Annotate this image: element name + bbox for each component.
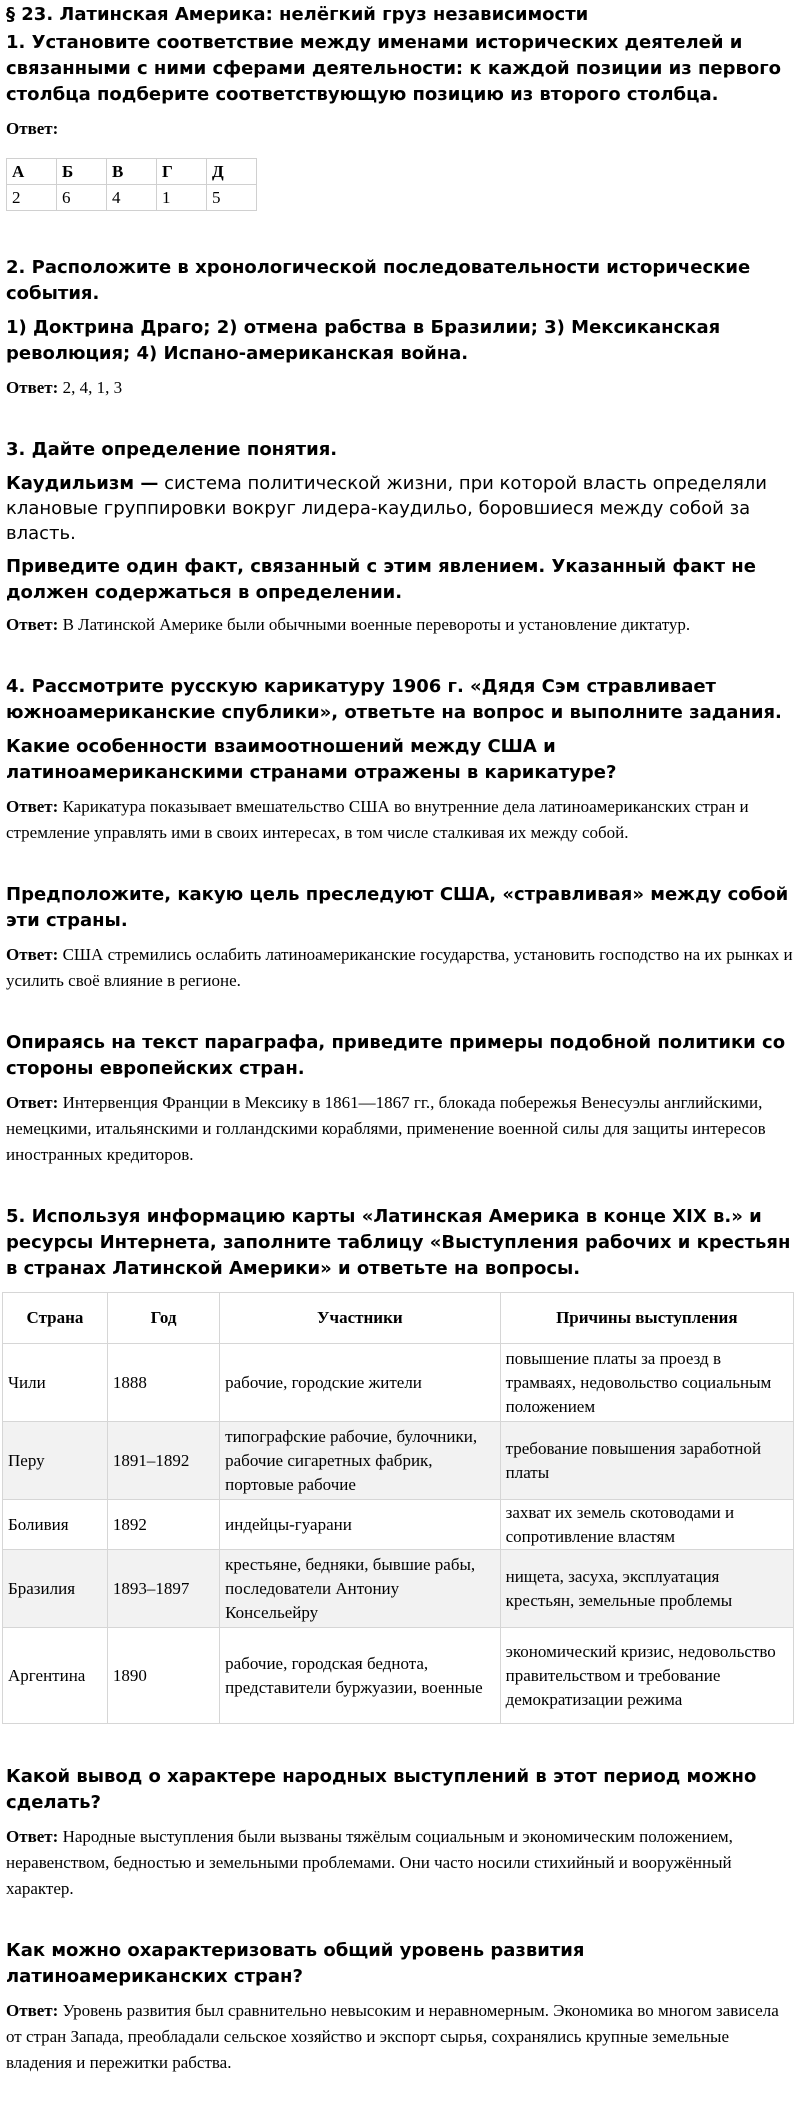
answer-label: Ответ: (6, 1827, 59, 1846)
table-row (3, 1500, 794, 1550)
answer-text: 2, 4, 1, 3 (62, 378, 123, 397)
year-cell: 1893–1897 (107, 1550, 219, 1628)
question-4-sub-1: Какие особенности взаимоотношений между США и латиноамериканскими странами отражены в карикатуре? (6, 736, 617, 783)
question-4-answer-3 (6, 1090, 796, 1168)
answer-table-header-cell: Д (207, 159, 257, 185)
answer-text: В Латинской Америке были обычными военные перевороты и установление диктатур. (62, 615, 691, 634)
column-header-country: Страна (3, 1293, 108, 1344)
answer-label: Ответ: (6, 615, 59, 634)
question-2-events: 1) Доктрина Драго; 2) отмена рабства в Бразилии; 3) Мексиканская революция; 4) Испано-американская война. (6, 317, 721, 364)
question-1-text: 1. Установите соответствие между именами исторических деятелей и связанными с ними сферами деятельности: к каждой позиции из первого столбца подберите соответствующую позицию из второго столбца. (6, 32, 782, 105)
reasons-cell: повышение платы за проезд в трамваях, недовольство социальным положением (500, 1344, 793, 1422)
reasons-cell: требование повышения заработной платы (500, 1422, 793, 1500)
definition-text: система политической жизни, при которой власть определяли клановые группировки вокруг лидера-каудильо, боровшиеся между собой за власть. (6, 473, 767, 544)
participants-cell: индейцы-гуарани (220, 1500, 500, 1550)
question-5-sub-1: Какой вывод о характере народных выступлений в этот период можно сделать? (6, 1766, 757, 1813)
answer-table-value-row (7, 185, 257, 211)
answer-label: Ответ: (6, 945, 59, 964)
answer-table-header-cell: Г (157, 159, 207, 185)
answer-table-header-cell: В (107, 159, 157, 185)
column-header-year: Год (107, 1293, 219, 1344)
table-row (3, 1628, 794, 1724)
participants-cell: крестьяне, бедняки, бывшие рабы, последователи Антониу Консельейру (220, 1550, 500, 1628)
participants-cell: типографские рабочие, булочники, рабочие сигаретных фабрик, портовые рабочие (220, 1422, 500, 1500)
question-2-text: 2. Расположите в хронологической последовательности исторические события. (6, 257, 751, 304)
answer-table-header-cell: А (7, 159, 57, 185)
country-cell: Аргентина (3, 1628, 108, 1724)
answer-text: Интервенция Франции в Мексику в 1861—1867 гг., блокада побережья Венесуэлы английскими, немецкими, итальянскими и голландскими кораблями, применение военной силы для защиты интересов иностранных кредиторов. (6, 1093, 766, 1164)
table-row (3, 1422, 794, 1500)
document (0, 2, 800, 2076)
question-5-text: 5. Используя информацию карты «Латинская Америка в конце XIX в.» и ресурсы Интернета, заполните таблицу «Выступления рабочих и крестьян в странах Латинской Америки» и ответьте на вопросы. (6, 1206, 791, 1279)
answer-label: Ответ: (6, 1093, 59, 1112)
question-3-answer (6, 612, 796, 638)
country-cell: Чили (3, 1344, 108, 1422)
year-cell: 1888 (107, 1344, 219, 1422)
question-3-task: Приведите один факт, связанный с этим явлением. Указанный факт не должен содержаться в определении. (6, 556, 756, 603)
answer-text: Карикатура показывает вмешательство США во внутренние дела латиноамериканских стран и стремление управлять ими в своих интересах, в том числе сталкивая их между собой. (6, 797, 749, 842)
question-4-text: 4. Рассмотрите русскую карикатуру 1906 г. «Дядя Сэм стравливает южноамериканские спублики», ответьте на вопрос и выполните задания. (6, 676, 782, 723)
answer-label: Ответ: (6, 2001, 59, 2020)
answer-table-header-cell: Б (57, 159, 107, 185)
answer-table-cell: 5 (207, 185, 257, 211)
column-header-reasons: Причины выступления (500, 1293, 793, 1344)
country-cell: Перу (3, 1422, 108, 1500)
uprisings-table (2, 1292, 794, 1724)
answer-table-cell: 4 (107, 185, 157, 211)
answer-table-cell: 1 (157, 185, 207, 211)
year-cell: 1892 (107, 1500, 219, 1550)
page-title: § 23. Латинская Америка: нелёгкий груз независимости (6, 4, 589, 25)
answer-label: Ответ: (6, 797, 59, 816)
participants-cell: рабочие, городские жители (220, 1344, 500, 1422)
country-cell: Бразилия (3, 1550, 108, 1628)
term: Каудильизм — (6, 473, 159, 494)
question-5-sub-2: Как можно охарактеризовать общий уровень развития латиноамериканских стран? (6, 1940, 585, 1987)
question-5-answer-1 (6, 1824, 796, 1902)
uprisings-table-header-row (3, 1293, 794, 1344)
table-row (3, 1344, 794, 1422)
question-5-answer-2 (6, 1998, 796, 2076)
question-4-answer-1 (6, 794, 796, 846)
answer-table (6, 158, 257, 211)
answer-text: Уровень развития был сравнительно невысоким и неравномерным. Экономика во многом зависела от стран Запада, преобладали сельское хозяйство и экспорт сырья, сохранялись крупные земельные владения и пережитки рабства. (6, 2001, 779, 2072)
question-4-answer-2 (6, 942, 796, 994)
reasons-cell: нищета, засуха, эксплуатация крестьян, земельные проблемы (500, 1550, 793, 1628)
question-1-answer-label: Ответ: (6, 119, 59, 138)
year-cell: 1890 (107, 1628, 219, 1724)
answer-table-cell: 2 (7, 185, 57, 211)
answer-table-cell: 6 (57, 185, 107, 211)
participants-cell: рабочие, городская беднота, представители буржуазии, военные (220, 1628, 500, 1724)
question-3-definition (6, 471, 786, 546)
reasons-cell: захват их земель скотоводами и сопротивление властям (500, 1500, 793, 1550)
question-3-text: 3. Дайте определение понятия. (6, 439, 338, 460)
year-cell: 1891–1892 (107, 1422, 219, 1500)
reasons-cell: экономический кризис, недовольство правительством и требование демократизации режима (500, 1628, 793, 1724)
question-4-sub-2: Предположите, какую цель преследуют США, «стравливая» между собой эти страны. (6, 884, 789, 931)
country-cell: Боливия (3, 1500, 108, 1550)
answer-table-header-row (7, 159, 257, 185)
question-2-answer (6, 375, 796, 401)
column-header-participants: Участники (220, 1293, 500, 1344)
table-row (3, 1550, 794, 1628)
answer-text: США стремились ослабить латиноамериканские государства, установить господство на их рынках и усилить своё влияние в регионе. (6, 945, 793, 990)
question-4-sub-3: Опираясь на текст параграфа, приведите примеры подобной политики со стороны европейских стран. (6, 1032, 786, 1079)
answer-text: Народные выступления были вызваны тяжёлым социальным и экономическим положением, неравенством, бедностью и земельными проблемами. Они часто носили стихийный и вооружённый характер. (6, 1827, 733, 1898)
answer-label: Ответ: (6, 378, 59, 397)
